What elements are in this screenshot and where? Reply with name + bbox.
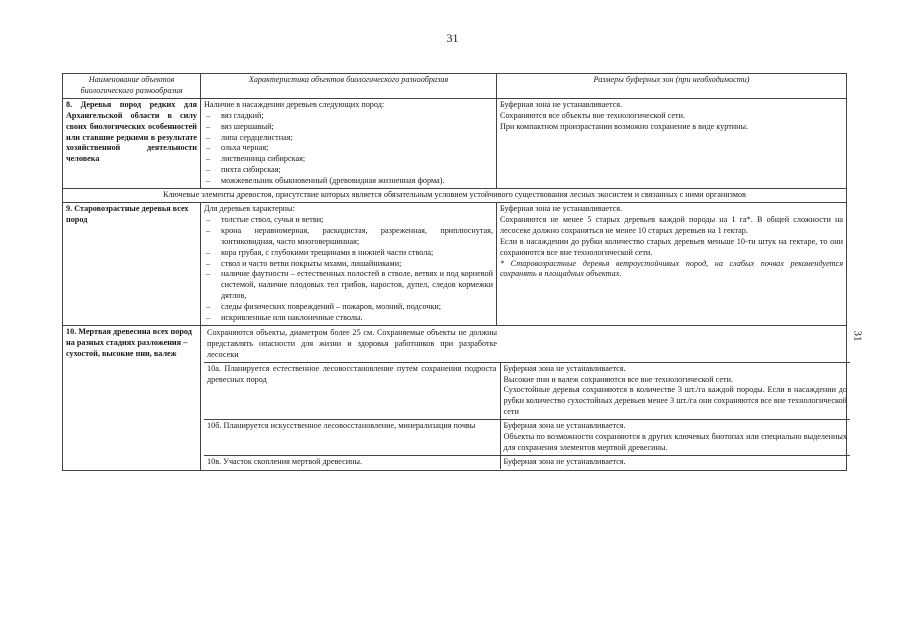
page-number-top: 31 [446,31,459,45]
list-item: – вяз гладкий; [204,111,493,122]
buffer-cell [497,98,847,188]
buffer-line: Сохраняются не менее 5 старых деревьев каждой породы на 1 га*. В общей сложности на лесосеке должно сохраняться не менее 10 старых деревьев на 1 гектар. [500,214,843,235]
subtable-row [204,420,850,456]
buffer-cell [497,202,847,325]
list-item: – липа сердцелистная; [204,133,493,144]
subcase-buffer [500,420,850,456]
page-number-side: 31 [851,330,864,342]
header-col-buffer: Размеры буферных зон (при необходимости) [497,74,847,99]
header-row [63,74,847,99]
table-row [63,325,847,470]
biodiversity-table [62,73,847,471]
list-item: – искривленные или наклоненные стволы. [204,313,493,324]
section-row [63,189,847,203]
buffer-line: Буферная зона не устанавливается. [503,421,626,431]
characteristics-intro: Для деревьев характерны: [204,203,295,213]
key-elements-heading: Ключевые элементы древостоя, присутствие которых является обязательным условием устойчивого существования лесных экосистем и связанных с ними организмов [63,189,847,203]
subcase-text: 10а. Планируется естественное лесовосстановление путем сохранения подроста древесных пород [204,362,500,420]
buffer-line: Буферная зона не устанавливается. [500,99,623,109]
table-row [63,98,847,188]
subcase-text: 10в. Участок скопления мертвой древесины. [204,455,500,468]
buffer-line: Буферная зона не устанавливается. [503,363,626,373]
object-name: 9. Старовозрастные деревья всех пород [63,202,201,325]
list-item: – кора грубая, с глубокими трещинами в нижней части ствола; [204,248,493,259]
table-row [63,202,847,325]
buffer-line: Если в насаждении до рубки количество старых деревьев меньше 10-ти штук на гектаре, то они сохраняются все вне технологической сети. [500,236,843,257]
buffer-line: При компактном произрастании возможно сохранение в виде куртины. [500,121,749,131]
characteristics-cell [201,202,497,325]
buffer-note: * Старовозрастные деревья ветроустойчивых пород, на слабых почвах рекомендуется сохранять в площадных объектах. [500,258,843,279]
buffer-line: Сухостойные деревья сохраняются в количестве 3 шт./га каждой породы. Если в насаждении до рубки количество сухостойных деревьев менее 3 шт./га они сохраняются все вне технологической сети [503,385,847,417]
characteristics-cell [201,98,497,188]
buffer-line: Сохраняются все объекты вне технологической сети. [500,110,686,120]
list-item: – следы физических повреждений – пожаров, молний, подсочки; [204,302,493,313]
dead-wood-general: Сохраняются объекты, диаметром более 25 см. Сохраняемые объекты не должны представлять опасности для жизни и здоровья работников при разработке лесосеки [207,327,497,359]
list-item: – ольха черная; [204,143,493,154]
subcase-buffer [500,362,850,420]
list-item: – пихта сибирская; [204,165,493,176]
subcase-text: 10б. Планируется искусственное лесовосстановление, минерализация почвы [204,420,500,456]
subtable-row [204,455,850,468]
subcase-buffer [500,455,850,468]
dead-wood-cell [201,325,847,470]
features-list [204,215,493,324]
header-col-characteristics: Характеристика объектов биологического разнообразия [201,74,497,99]
species-list [204,111,493,187]
empty-cell [500,327,850,362]
characteristics-intro: Наличие в насаждении деревьев следующих пород: [204,99,385,109]
list-item: – можжевельник обыкновенный (древовидная жизненная форма). [204,176,493,187]
list-item: – толстые ствол, сучья и ветви; [204,215,493,226]
list-item: – вяз шершавый; [204,122,493,133]
buffer-line: Высокие пни и валеж сохраняются все вне технологической сети. [503,374,734,384]
object-name: 10. Мертвая древесина всех пород на разных стадиях разложения – сухостой, высокие пни, валеж [63,325,201,470]
list-item: – лиственница сибирская; [204,154,493,165]
list-item: – крона неравномерная, раскидистая, разреженная, приплюснутая, зонтиковидная, часто многовершинная; [204,226,493,248]
buffer-line: Буферная зона не устанавливается. [500,203,623,213]
header-col-objects: Наименование объектов биологического разнообразия [63,74,201,99]
object-name: 8. Деревья пород редких для Архангельской области в силу своих биологических особенностей или ставшие редкими в результате хозяйственной деятельности человека [63,98,201,188]
buffer-line: Буферная зона не устанавливается. [503,456,626,466]
dead-wood-subtable [204,327,850,469]
list-item: – ствол и часто ветви покрыты мхами, лишайниками; [204,259,493,270]
subtable-row [204,362,850,420]
list-item: – наличие фаутности – естественных полостей в стволе, ветвях и под корневой системой, наличие плодовых тел грибов, наростов, дупел, следов кормежки дятлов, [204,269,493,302]
subtable-row [204,327,850,362]
buffer-line: Объекты по возможности сохраняются в других ключевых биотопах или специально выделенных для сохранения элементов мертвой древесины. [503,432,847,452]
